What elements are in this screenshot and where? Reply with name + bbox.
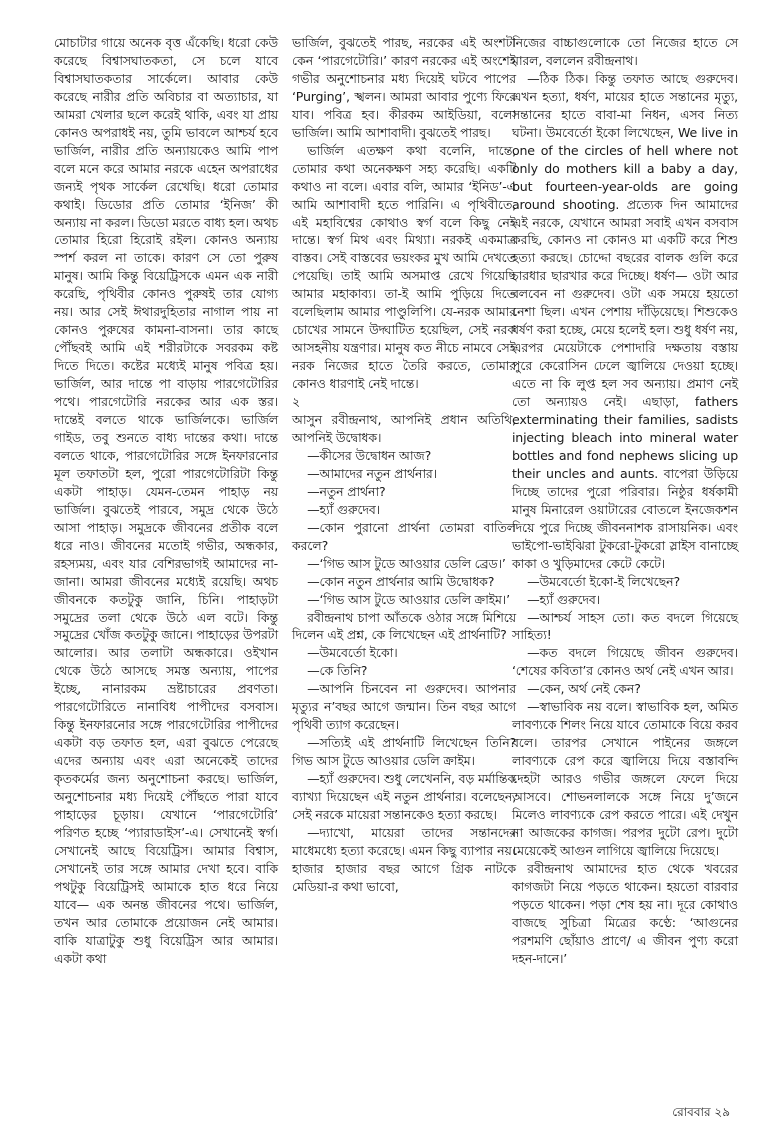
dialogue-line: —হ্যাঁ গুরুদেব। শুধু লেখেননি, বড় মর্মান্তিক ব্যাখ্যা দিয়েছেন এই নতুন প্রার্থনার। বলেছেন, সেই নরকে মায়েরা সন্তানকেও হত্যা করছে। (292, 771, 516, 822)
dialogue-line: —কেন, অর্থ নেই কেন? (527, 681, 641, 697)
page-footer: রোববার ২৯ (672, 1105, 730, 1119)
dialogue-line: —কোন নতুন প্রার্থনার আমি উদ্বোধক? (307, 573, 495, 589)
dialogue-line: —ঠিক ঠিক। কিন্তু তফাত আছে গুরুদেব। এখন হত্যা, ধর্ষণ, মায়ের হাতে সন্তানের মৃত্যু, সন্তানের হাতে বাবা-মা নিধন, এসব নিত্য ঘটনা। উমবের্তো ইকো লিখেছেন, We live in one of the circles of hell where not only do mothers kill a baby a day, but fourteen-year-olds are going around shooting. প্রত্যেক দিন আমাদের এই নরকে, যেখানে আমরা সবাই এখন বসবাস করছি, কোনও না কোনও মা একটি করে শিশু হত্যা করছে। চোদ্দো বছরের বালক গুলি করে চারধার ছারখার করে দিচ্ছে। ধর্ষণ— ওটা আর বলবেন না গুরুদেব। ওটা এক সময়ে হয়তো নেশা ছিল। এখন পেশায় দাঁড়িয়েছে। শিশুকেও ধর্ষণ করা হচ্ছে, মেয়ে হলেই হল। শুধু ধর্ষণ নয়, এরপর মেয়েটাকে পেশাদারি দক্ষতায় বস্তায় পুরে কেরোসিন ঢেলে জ্বালিয়ে দেওয়া হচ্ছে। এতে না কি লুপ্ত হল সব অন্যায়। প্রমাণ নেই তো অন্যায়ও নেই। এছাড়া, fathers exterminating their families, sadists injecting bleach into mineral water bottles and fond nephews slicing up their uncles and aunts. বাপেরা উড়িয়ে দিচ্ছে তাদের পুরো পরিবার। নিষ্ঠুর ধর্ষকামী মানুষ মিনারেল ওয়াটারের বোতলে ইনজেকশন দিয়ে পুরে দিচ্ছে জীবননাশক রাসায়নিক। এবং ভাইপো-ভাইঝিরা টুকরো-টুকরো স্লাইস বানাচ্ছে কাকা ও খুড়িমাদের কেটে কেটে। (512, 70, 738, 571)
paragraph: নিজের বাচ্চাগুলোকে তো নিজের হাতে সে মারল, বললেন রবীন্দ্রনাথ। (512, 35, 738, 68)
dialogue-line: —‘গিভ আস টুডে আওয়ার ডেলি ক্রাইম।’ (307, 591, 510, 607)
dialogue-line: —উমবের্তো ইকো-ই লিখেছেন? (527, 573, 680, 589)
dialogue-line: —দ্যাখো, মায়েরা তাদের সন্তানদের মাধেমধ্যে হত্যা করেছে। এমন কিছু ব্যাপার নয়। হাজার হাজার বছর আগে গ্রিক নাটকে মেডিয়া-র কথা ভাবো, (292, 824, 516, 894)
section-number: ২ (292, 394, 300, 410)
dialogue-line: —হ্যাঁ গুরুদেব। (527, 591, 601, 607)
paragraph: আসুন রবীন্দ্রনাথ, আপনিই প্রধান অতিথি, আপনিই উদ্বোধক। (292, 412, 516, 445)
dialogue-line: —নতুন প্রার্থনা? (307, 483, 386, 499)
paragraph: রবীন্দ্রনাথ আমাদের হাত থেকে খবরের কাগজটা নিয়ে পড়তে থাকেন। হয়তো বারবার পড়তে থাকেন। পড়া শেষ হয় না। দূরে কোথাও বাজছে সুচিত্রা মিত্রের কণ্ঠে: ‘আগুনের পরশমণি ছোঁয়াও প্রাণে/ এ জীবন পুণ্য করো দহন-দানে।’ (512, 860, 738, 966)
dialogue-line: —আমাদের নতুন প্রার্থনার। (307, 465, 437, 481)
dialogue-line: —‘গিভ আস টুডে আওয়ার ডেলি ব্রেড।’ (307, 555, 506, 571)
paragraph: মোচাটার গায়ে অনেক বৃত্ত এঁকেছি। ধরো কেউ করেছে বিশ্বাসঘাতকতা, সে চলে যাবে বিশ্বাসঘাতকতার সার্কেলে। আবার কেউ করেছে নারীর প্রতি অবিচার বা অত্যাচার, যা আমরা খেলার ছলে করেই থাকি, এবং যা প্রায় কোনও অপরাধই নয়, তুমি ভাবলে আশ্চর্য হবে ভার্জিল, নারীর প্রতি অন্যায়কেও আমি পাপ বলে মনে করে আমার নরকে এহেন অপরাধের জন্যই পৃথক সার্কেল রেখেছি। ধরো তোমার কথাই। ডিডোর প্রতি তোমার ‘ইনিজ’ কী অন্যায় না করল। ডিডো মরতে বাধ্য হল। অথচ তোমার হিরো হিরোই রইল। কোনও অন্যায় স্পর্শ করল না তাকে। কারণ সে তো পুরুষ মানুষ। আমি কিন্তু বিয়েট্রিসকে এমন এক নারী করেছি, পৃথিবীর কোনও পুরুষই তার যোগ্য নয়। আর সেই ঈথারদুহিতার নাগাল পায় না কোনও পুরুষের কামনা-বাসনা। তার কাছে পৌঁছবই আমি এই শরীরটাকে সবরকম কষ্ট দিতে দিতে। কষ্টের মধ্যেই মানুষ পবিত্র হয়। ভার্জিল, আর দান্তে পা বাড়ায় পারগেটোরির পথে। পারগেটোরি নরকের আর এক স্তর। দান্তেই বলতে থাকে ভার্জিলকে। ভার্জিল গাইড, তবু শুনতে বাধ্য দান্তের কথা। দান্তে বলতে থাকে, পারগেটোরির সঙ্গে ইনফারনোর মূল তফাতটা হল, পুরো পারগেটোরিটা কিন্তু একটা পাহাড়। যেমন-তেমন পাহাড় নয় ভার্জিল। বুঝতেই পারবে, সমুদ্র থেকে উঠে আসা পাহাড়। সমুদ্রকে জীবনের প্রতীক বলে ধরে নাও। জীবনের মতোই গভীর, অন্ধকার, রহস্যময়, এবং যার বেশিরভাগই আমাদের না-জানা। আমরা জীবনের মধ্যেই রয়েছি। অথচ জীবনকে কতটুকু জানি, চিনি। পাহাড়টা সমুদ্রের তলা থেকে উঠে এল বটে। কিন্তু সমুদ্রের খোঁজ কতটুকু জানে। পাহাড়ের উপরটা আলোর। আর তলাটা অন্ধকারে। ওইখান থেকে উঠে আসছে সমস্ত অন্যায়, পাপের ইচ্ছে, নানারকম ভ্রষ্টাচারের প্রবণতা। পারগেটোরিতে নানাবিধ পাপীদের বসবাস। কিন্তু ইনফারনোর সঙ্গে পারগেটোরির পাপীদের একটা বড় তফাত হল, এরা বুঝতে পেরেছে এদের অন্যায় এবং এরা অনেকেই তাদের কৃতকর্মের জন্য অনুশোচনা করছে। ভার্জিল, অনুশোচনার মধ্য দিয়েই পৌঁছতে পারা যাবে পাহাড়ের চূড়ায়। যেখানে ‘পারগেটোরি’ পরিণত হচ্ছে ‘প্যারাডাইস’-এ। সেখানেই স্বর্গ। সেখানেই আছে বিয়েট্রিস। আমার বিশ্বাস, সেখানেই তার সঙ্গে আমার দেখা হবে। বাকি পথটুকু বিয়েট্রিসই আমাকে হাত ধরে নিয়ে যাবে— এক অনন্ত জীবনের পথে। ভার্জিল, তখন আর তোমাকে প্রয়োজন নেই আমার। বাকি যাত্রাটুকু শুধু বিয়েট্রিস আর আমার। একটা কথা (54, 35, 278, 966)
dialogue-line: —স্বাভাবিক নয় বলে। স্বাভাবিক হল, অমিত লাবণ্যকে শিলং নিয়ে যাবে তোমাকে বিয়ে করব বলে। তারপর সেখানে পাইনের জঙ্গলে লাবণ্যকে রেপ করে জ্বালিয়ে দিয়ে বস্তাবন্দি দেহটা আরও গভীর জঙ্গলে ফেলে দিয়ে আসবে। শোভনলালকে সঙ্গে নিয়ে দু’জনে মিলেও লাবণ্যকে রেপ করতে পারে। এই দেখুন না আজকের কাগজ। পরপর দুটো রেপ। দুটো মেয়েকেই আগুন লাগিয়ে জ্বালিয়ে দিয়েছে। (512, 699, 738, 858)
text-column-3 (512, 34, 738, 968)
dialogue-line: —আপনি চিনবেন না গুরুদেব। আপনার মৃত্যুর ন’বছর আগে জন্মান। তিন বছর আগে পৃথিবী ত্যাগ করেছেন। (292, 681, 516, 733)
dialogue-line: —কে তিনি? (307, 663, 368, 679)
dialogue-line: —সত্যিই এই প্রার্থনাটি লিখেছেন তিনি? গিভ আস টুডে আওয়ার ডেলি ক্রাইম। (292, 735, 516, 769)
dialogue-line: —কীসের উদ্বোধন আজ? (307, 447, 432, 463)
dialogue-line: —আশ্চর্য সাহস তো। কত বদলে গিয়েছে সাহিত্য! (512, 609, 738, 643)
text-column-1 (54, 34, 278, 968)
dialogue-line: —কত বদলে গিয়েছে জীবন গুরুদেব। ‘শেষের কবিতা’র কোনও অর্থ নেই এখন আর। (512, 645, 738, 679)
paragraph: ভার্জিল, বুঝতেই পারছ, নরকের এই অংশটা কেন ‘পারগেটোরি।’ কারণ নরকের এই অংশেই গভীর অনুশোচনার মধ্য দিয়েই ঘটবে পাপের ‘Purging’, স্খলন। আমরা আবার পুণ্যে ফিরে যাব। পবিত্র হব। কীরকম আইডিয়া, বলো ভার্জিল। আমি আশাবাদী। বুঝতেই পারছ। (292, 35, 516, 140)
dialogue-line: —কোন পুরানো প্রার্থনা তোমরা বাতিল করলে? (292, 519, 516, 553)
paragraph: রবীন্দ্রনাথ চাপা আঁতকে ওঠার সঙ্গে মিশিয়ে দিলেন এই প্রশ্ন, কে লিখেছেন এই প্রার্থনাটি? (292, 609, 516, 643)
paragraph: ভার্জিল এতক্ষণ কথা বলেনি, দান্তে, তোমার কথা অনেকক্ষণ সহ্য করেছি। একটি কথাও না বলে। এবার বলি, আমার ‘ইনিড’-এ আমি আশাবাদী হতে পারিনি। এ পৃথিবীতে, এই মহাবিশ্বের কোথাও স্বর্গ বলে কিছু নেই দান্তে। স্বর্গ মিথ এবং মিথ্যা। নরকই একমাত্র বাস্তব। সেই বাস্তবের ভয়ংকর মুখ আমি দেখতে পেয়েছি। তাই আমি অসমাপ্ত রেখে গিয়েছি আমার মহাকাব্য। তা-ই আমি পুড়িয়ে দিতে বলেছিলাম আমার পাণ্ডুলিপি। যে-নরক আমার চোখের সামনে উদ্ঘাটিত হয়েছিল, সেই নরক আসহনীয় যন্ত্রণার। মানুষ কত নীচে নামবে সেই নরক নিজের হাতে তৈরি করতে, তোমার কোনও ধারণাই নেই দান্তে। (292, 142, 516, 392)
text-column-2 (292, 34, 516, 896)
dialogue-line: —উমবের্তো ইকো। (307, 645, 398, 661)
dialogue-line: —হ্যাঁ গুরুদেব। (307, 501, 381, 517)
